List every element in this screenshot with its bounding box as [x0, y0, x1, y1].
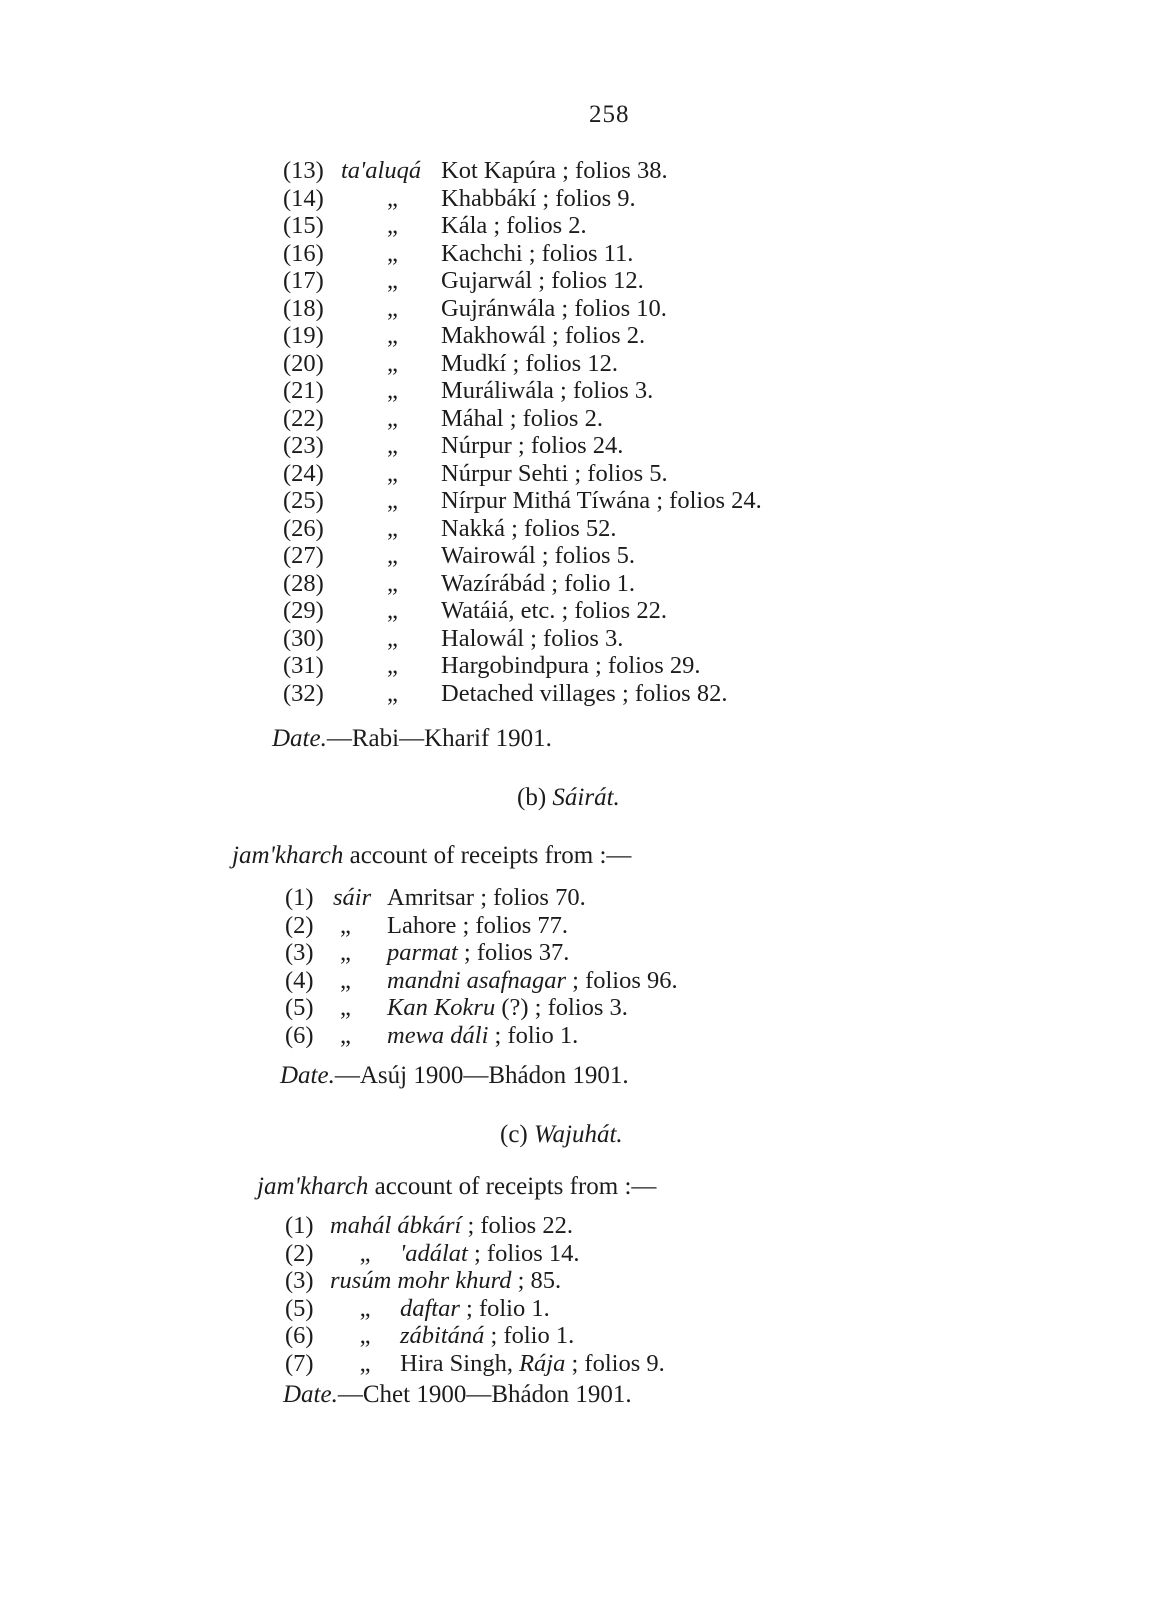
list-item: [285, 939, 885, 967]
list-item: [283, 212, 883, 240]
item-text: Núrpur Sehti ; folios 5.: [441, 459, 668, 487]
item-text: Muráliwála ; folios 3.: [441, 377, 654, 404]
list-item: [283, 487, 883, 515]
item-number: (18): [283, 294, 324, 322]
item-text: [330, 1240, 579, 1268]
item-number: (31): [283, 652, 324, 679]
list-item: [283, 460, 883, 488]
ditto-mark: „: [359, 1349, 371, 1377]
item-text: [330, 1295, 550, 1323]
item-term: mandni asafnagar: [387, 966, 567, 994]
item-number: (21): [283, 377, 324, 404]
section-b-list: [285, 884, 885, 1049]
item-text: Kachchi ; folios 11.: [441, 239, 634, 267]
item-number: (27): [283, 542, 324, 569]
item-text: [330, 1322, 574, 1350]
section-title: Sáirát.: [552, 784, 620, 811]
item-text: Detached villages ; folios 82.: [441, 679, 728, 707]
item-term-2: Rája: [519, 1349, 566, 1377]
item-text: Wairowál ; folios 5.: [441, 542, 635, 569]
item-number: (26): [283, 514, 324, 542]
ditto-mark: „: [387, 267, 398, 294]
ditto-mark: „: [359, 1294, 371, 1322]
ditto-mark: „: [387, 212, 398, 239]
item-rest: ; folios 22.: [461, 1212, 573, 1239]
item-text: Lahore ; folios 77.: [387, 911, 568, 939]
date-value: —Chet 1900—Bhádon 1901.: [337, 1381, 632, 1408]
ditto-mark: „: [387, 377, 398, 404]
item-prefix: ta'aluqá: [341, 157, 422, 184]
ditto-mark: „: [387, 349, 398, 377]
list-item: [285, 884, 885, 912]
item-number: (15): [283, 212, 324, 239]
date-label: Date.: [280, 1062, 335, 1089]
page-number: 258: [589, 101, 630, 128]
section-c-intro: [257, 1173, 656, 1201]
ditto-mark: „: [387, 652, 398, 679]
list-item: [283, 295, 883, 323]
list-item: [283, 680, 883, 708]
item-rest: ; folios 14.: [467, 1239, 580, 1267]
item-text: [330, 1350, 665, 1378]
item-text: Kot Kapúra ; folios 38.: [441, 157, 668, 184]
ditto-mark: „: [387, 679, 398, 707]
item-text: [387, 994, 628, 1022]
list-item: [285, 967, 885, 995]
ditto-mark: „: [387, 487, 398, 514]
item-text: [330, 1212, 573, 1240]
list-item: [283, 240, 883, 268]
ditto-mark: „: [340, 911, 351, 939]
item-number: (2): [285, 1239, 314, 1267]
list-item: [283, 625, 883, 653]
list-item: [285, 1240, 885, 1268]
item-text: Makhowál ; folios 2.: [441, 322, 646, 349]
list-item: [283, 652, 883, 680]
item-number: (22): [283, 404, 324, 432]
item-text: [387, 967, 678, 995]
item-prefix: mahál: [330, 1212, 392, 1239]
intro-text: account of receipts from :—: [368, 1173, 657, 1200]
ditto-mark: „: [387, 239, 398, 267]
list-item: [283, 157, 883, 185]
item-rest: ; folios 37.: [457, 939, 570, 966]
item-number: (6): [285, 1021, 314, 1049]
list-item: [283, 350, 883, 378]
ditto-mark: „: [387, 432, 398, 459]
item-number: (32): [283, 679, 324, 707]
date-label: Date.: [272, 725, 327, 752]
item-text: Mudkí ; folios 12.: [441, 349, 618, 377]
item-number: (1): [285, 884, 314, 911]
item-number: (5): [285, 1294, 314, 1322]
list-item: [283, 185, 883, 213]
item-text: [330, 1267, 561, 1295]
item-number: (13): [283, 157, 324, 184]
item-text: Núrpur ; folios 24.: [441, 432, 624, 459]
item-text: [387, 1022, 578, 1050]
ditto-mark: „: [387, 542, 398, 569]
item-rest: ; folio 1.: [459, 1294, 550, 1322]
item-number: (19): [283, 322, 324, 349]
item-text: Nírpur Mithá Tíwána ; folios 24.: [441, 487, 762, 514]
ditto-mark: „: [387, 404, 398, 432]
item-text: Watáiá, etc. ; folios 22.: [441, 597, 667, 624]
item-rest: (?) ; folios 3.: [495, 994, 628, 1021]
section-b-date: [280, 1062, 629, 1090]
item-term: mewa dáli: [387, 1021, 489, 1049]
ditto-mark: „: [387, 459, 398, 487]
item-term: zábitáná: [400, 1322, 485, 1349]
item-text: Gujarwál ; folios 12.: [441, 267, 644, 294]
item-number: (3): [285, 1267, 314, 1294]
date-label: Date.: [283, 1381, 338, 1408]
item-text: Gujránwála ; folios 10.: [441, 294, 667, 322]
item-text: Wazírábád ; folio 1.: [441, 569, 635, 597]
item-number: (25): [283, 487, 324, 514]
item-text: Halowál ; folios 3.: [441, 624, 624, 652]
item-rest: ; 85.: [511, 1267, 562, 1294]
item-number: (6): [285, 1322, 314, 1349]
list-item: [283, 597, 883, 625]
list-item: [283, 515, 883, 543]
list-item: [283, 377, 883, 405]
section-title: Wajuhát.: [534, 1121, 623, 1148]
section-letter: (c): [500, 1121, 528, 1148]
item-term: parmat: [387, 939, 458, 966]
item-term: mohr khurd: [397, 1267, 512, 1294]
section-letter: (b): [517, 784, 547, 811]
ditto-mark: „: [387, 624, 398, 652]
section-c-date: [283, 1381, 632, 1409]
ditto-mark: „: [387, 184, 398, 212]
list-item: [285, 1350, 885, 1378]
list-item: [283, 432, 883, 460]
item-rest: ; folios 96.: [566, 966, 678, 994]
item-term: 'adálat: [400, 1239, 468, 1267]
item-number: (16): [283, 239, 324, 267]
list-item: [283, 267, 883, 295]
ditto-mark: „: [387, 597, 398, 624]
item-text: Amritsar ; folios 70.: [387, 884, 586, 911]
list-item: [283, 405, 883, 433]
intro-text: account of receipts from :—: [343, 842, 632, 869]
ditto-mark: „: [340, 939, 351, 966]
item-term: Kan Kokru: [387, 994, 496, 1021]
list-item: [285, 912, 885, 940]
item-text: [387, 939, 569, 967]
item-number: (28): [283, 569, 324, 597]
item-text: Hargobindpura ; folios 29.: [441, 652, 701, 679]
item-term: daftar: [400, 1294, 460, 1322]
ditto-mark: „: [359, 1239, 371, 1267]
item-number: (29): [283, 597, 324, 624]
item-number: (30): [283, 624, 324, 652]
section-c-list: [285, 1212, 885, 1377]
item-text: Nakká ; folios 52.: [441, 514, 617, 542]
list-item: [285, 1022, 885, 1050]
section-a-list: [283, 157, 883, 707]
ditto-mark: „: [359, 1322, 371, 1349]
section-b-intro: [232, 842, 631, 870]
item-text: Kála ; folios 2.: [441, 212, 587, 239]
item-text: Khabbákí ; folios 9.: [441, 184, 636, 212]
item-rest: Hira Singh,: [400, 1349, 520, 1377]
ditto-mark: „: [387, 322, 398, 349]
ditto-mark: „: [340, 966, 351, 994]
ditto-mark: „: [387, 569, 398, 597]
section-b-heading: [517, 784, 620, 812]
item-rest-2: ; folios 9.: [565, 1349, 665, 1377]
item-number: (5): [285, 994, 314, 1021]
item-rest: ; folio 1.: [488, 1021, 579, 1049]
item-number: (7): [285, 1349, 314, 1377]
list-item: [283, 570, 883, 598]
item-number: (1): [285, 1212, 314, 1239]
date-value: —Rabi—Kharif 1901.: [326, 725, 552, 752]
intro-term: jam'kharch: [257, 1173, 369, 1200]
list-item: [285, 1212, 885, 1240]
list-item: [283, 322, 883, 350]
item-number: (20): [283, 349, 324, 377]
item-prefix: sáir: [333, 884, 372, 911]
item-number: (23): [283, 432, 324, 459]
list-item: [285, 1322, 885, 1350]
item-rest: ; folio 1.: [484, 1322, 575, 1349]
item-number: (14): [283, 184, 324, 212]
list-item: [283, 542, 883, 570]
section-a-date: [272, 725, 552, 753]
item-text: Máhal ; folios 2.: [441, 404, 603, 432]
item-number: (2): [285, 911, 314, 939]
list-item: [285, 994, 885, 1022]
ditto-mark: „: [387, 514, 398, 542]
list-item: [285, 1267, 885, 1295]
date-value: —Asúj 1900—Bhádon 1901.: [334, 1062, 629, 1089]
item-term: ábkárí: [397, 1212, 462, 1239]
ditto-mark: „: [387, 294, 398, 322]
item-number: (17): [283, 267, 324, 294]
item-number: (4): [285, 966, 314, 994]
item-number: (24): [283, 459, 324, 487]
item-prefix: rusúm: [330, 1267, 392, 1294]
item-number: (3): [285, 939, 314, 966]
section-c-heading: [500, 1121, 623, 1149]
ditto-mark: „: [340, 994, 351, 1021]
intro-term: jam'kharch: [232, 842, 344, 869]
ditto-mark: „: [340, 1021, 351, 1049]
list-item: [285, 1295, 885, 1323]
